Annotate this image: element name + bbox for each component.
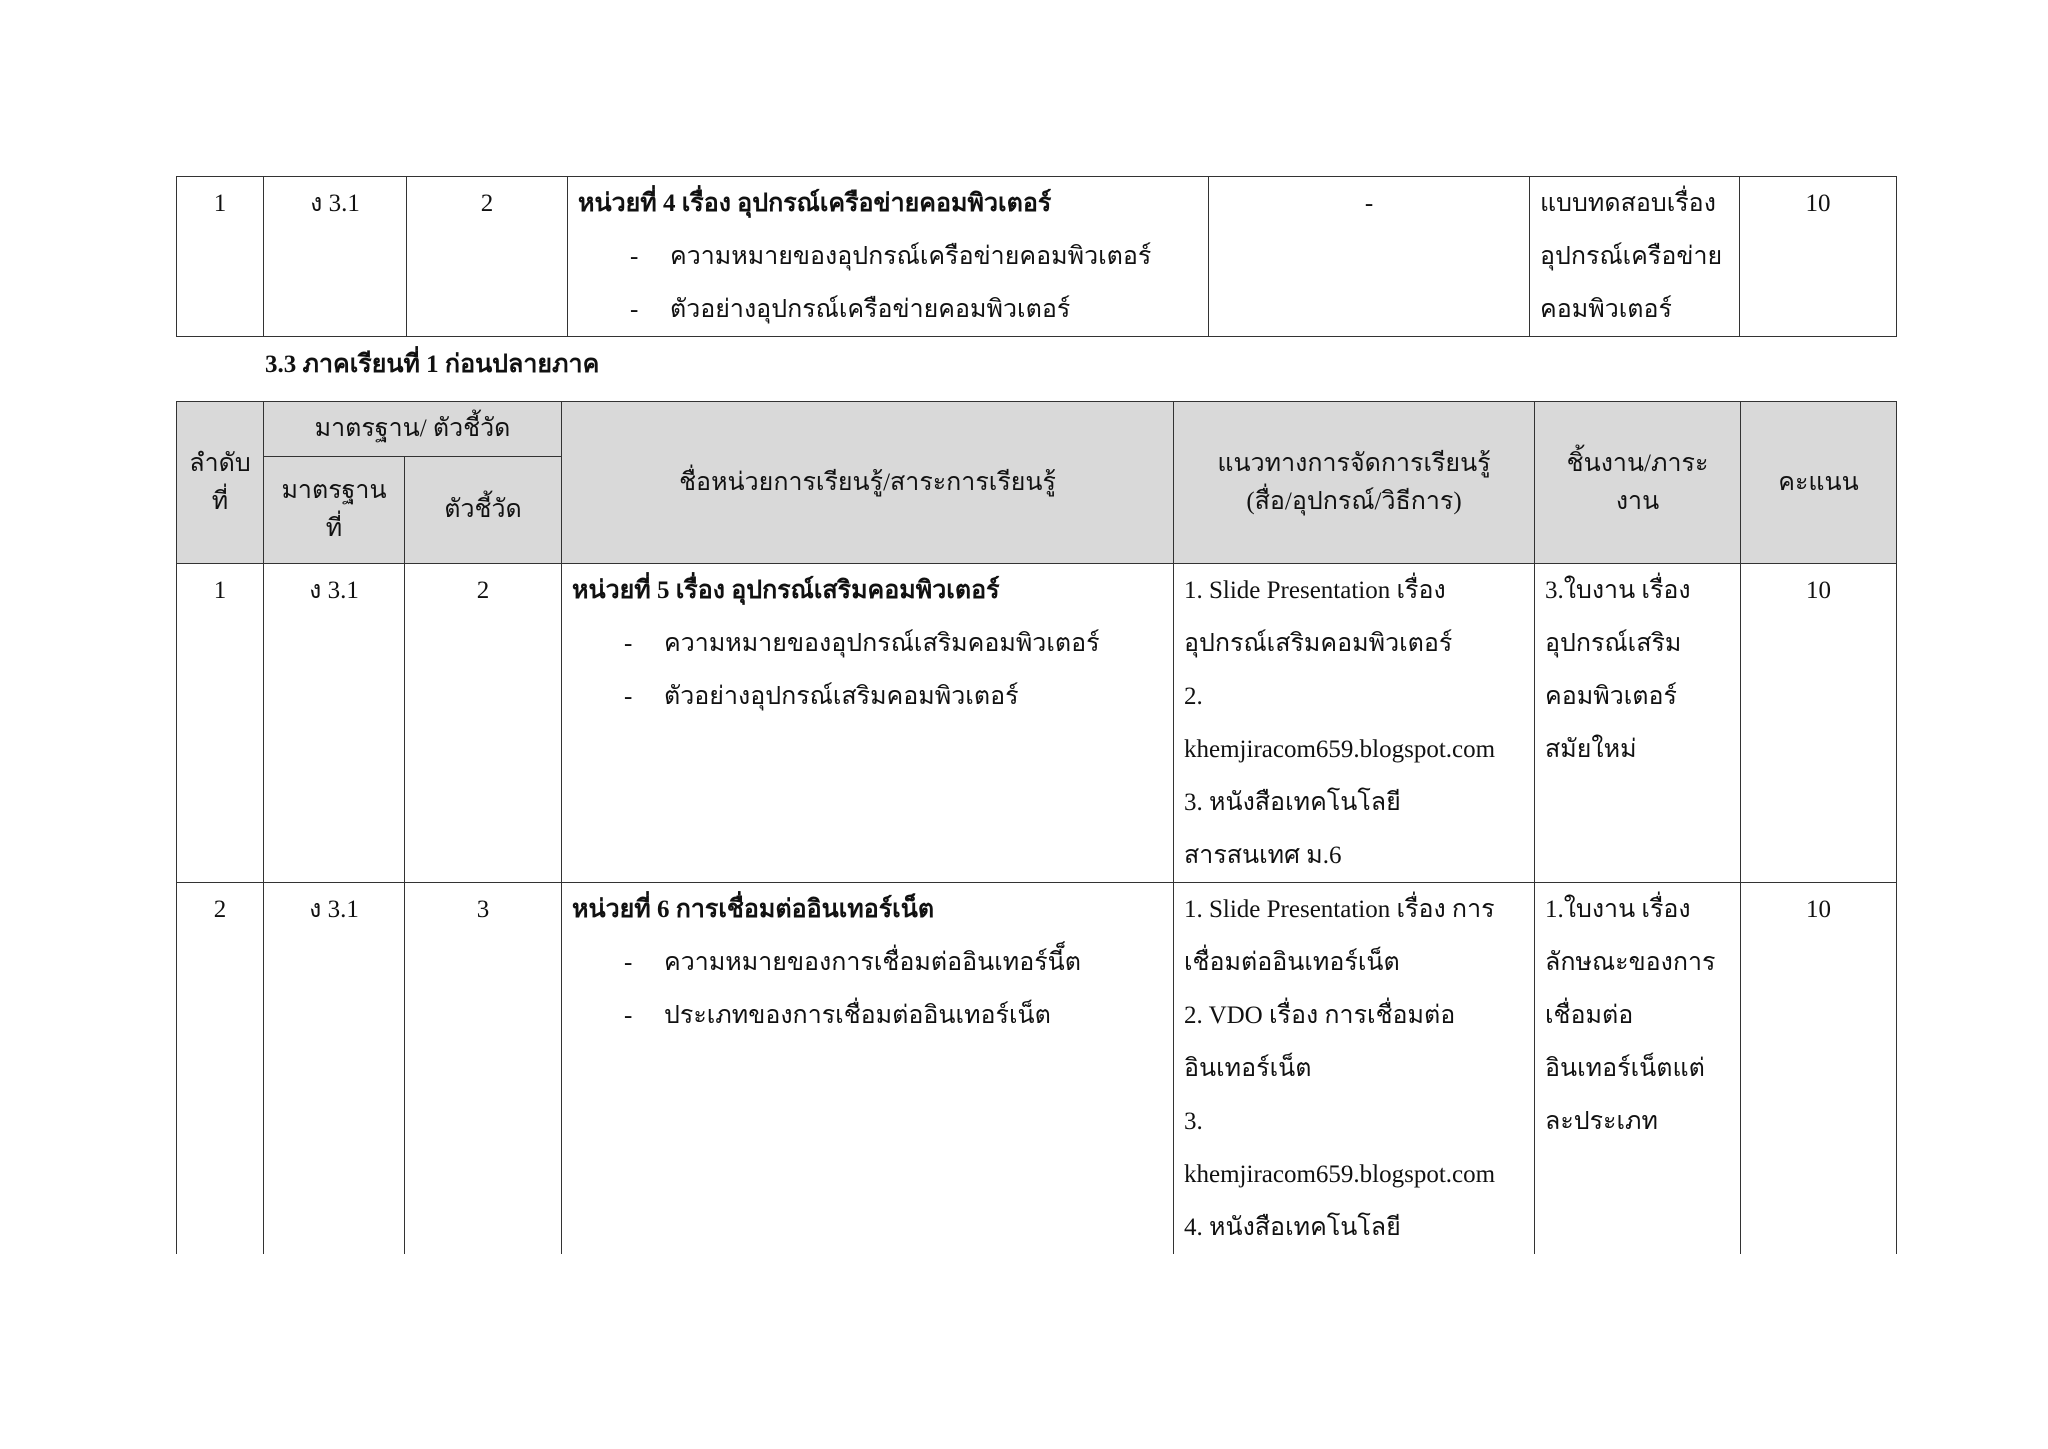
approach-line: 3.: [1184, 1108, 1203, 1135]
bullet-dash: -: [624, 683, 633, 710]
topic-item: [572, 670, 1163, 723]
table-row: [177, 883, 1897, 1255]
approach-line: เชื่อมต่ออินเทอร์เน็ต: [1184, 949, 1400, 976]
table-row: [177, 564, 1897, 883]
work-line: สมัยใหม่: [1545, 736, 1637, 763]
approach-line: 4. หนังสือเทคโนโลยี: [1184, 1214, 1401, 1241]
approach-line: 3. หนังสือเทคโนโลยี: [1184, 789, 1401, 816]
bullet-dash: -: [624, 949, 633, 976]
topic-item: [572, 936, 1163, 989]
work-line: 3.ใบงาน เรื่อง: [1545, 577, 1691, 604]
work-line: คอมพิวเตอร์: [1545, 683, 1677, 710]
topic-item: [572, 989, 1163, 1042]
approach-line: 2.: [1184, 683, 1203, 710]
header-score: คะแนน: [1741, 402, 1897, 564]
curriculum-table: [176, 401, 1897, 1254]
row-number: 1: [177, 564, 264, 883]
header-line: ลำดับ: [189, 449, 251, 477]
work-line: เชื่อมต่อ: [1545, 1002, 1634, 1029]
header-order: [177, 402, 264, 564]
row-number: 1: [177, 177, 264, 337]
row-number: 2: [177, 883, 264, 1255]
approach-line: 1. Slide Presentation เรื่อง การ: [1184, 896, 1495, 923]
unit-cell: [562, 883, 1174, 1255]
approach-cell: -: [1209, 177, 1530, 337]
unit-title: หน่วยที่ 4 เรื่อง อุปกรณ์เครือข่ายคอมพิวเตอร์: [578, 190, 1052, 217]
unit-cell: [562, 564, 1174, 883]
work-line: อุปกรณ์เสริม: [1545, 630, 1682, 657]
approach-line: 2. VDO เรื่อง การเชื่อมต่อ: [1184, 1002, 1456, 1029]
standard-code: ง 3.1: [264, 883, 405, 1255]
header-line: แนวทางการจัดการเรียนรู้: [1217, 449, 1491, 477]
indicator-number: 2: [407, 177, 568, 337]
bullet-dash: -: [624, 630, 633, 657]
header-standard-group: มาตรฐาน/ ตัวชี้วัด: [264, 402, 562, 457]
header-line: มาตรฐาน: [281, 477, 387, 504]
work-cell: [1530, 177, 1740, 337]
work-line: คอมพิวเตอร์: [1540, 296, 1672, 323]
work-line: ลักษณะของการ: [1545, 949, 1716, 976]
score-cell: 10: [1740, 177, 1897, 337]
section-heading: 3.3 ภาคเรียนที่ 1 ก่อนปลายภาค: [265, 351, 600, 378]
standard-code: ง 3.1: [264, 564, 405, 883]
work-line: อุปกรณ์เครือข่าย: [1540, 243, 1723, 270]
approach-line: สารสนเทศ ม.6: [1184, 842, 1342, 869]
bullet-dash: -: [630, 296, 639, 323]
header-row: [177, 402, 1897, 457]
work-line: ละประเภท: [1545, 1108, 1658, 1135]
topic-text: ตัวอย่างอุปกรณ์เสริมคอมพิวเตอร์: [664, 683, 1019, 710]
topic-text: ตัวอย่างอุปกรณ์เครือข่ายคอมพิวเตอร์: [670, 296, 1071, 323]
work-line: แบบทดสอบเรื่อง: [1540, 190, 1716, 217]
approach-cell: [1174, 564, 1535, 883]
approach-line: khemjiracom659.blogspot.com: [1184, 736, 1496, 763]
work-line: 1.ใบงาน เรื่อง: [1545, 896, 1691, 923]
approach-line: khemjiracom659.blogspot.com: [1184, 1161, 1496, 1188]
header-line: (สื่อ/อุปกรณ์/วิธีการ): [1246, 487, 1462, 515]
topic-text: ประเภทของการเชื่อมต่ออินเทอร์เน็ต: [664, 1002, 1051, 1029]
header-line: ที่: [325, 515, 343, 542]
header-indicator: ตัวชี้วัด: [405, 457, 562, 564]
standard-code: ง 3.1: [264, 177, 407, 337]
topic-item: [572, 617, 1163, 670]
approach-line: 1. Slide Presentation เรื่อง: [1184, 577, 1446, 604]
header-standard: [264, 457, 405, 564]
work-cell: [1535, 564, 1741, 883]
unit-cell: [568, 177, 1209, 337]
topic-text: ความหมายของอุปกรณ์เครือข่ายคอมพิวเตอร์: [670, 243, 1152, 270]
score-cell: 10: [1741, 883, 1897, 1255]
table-row: [177, 177, 1897, 337]
topic-item: [578, 283, 1198, 336]
previous-unit-table: [176, 176, 1897, 337]
header-work: ชิ้นงาน/ภาระงาน: [1535, 402, 1741, 564]
approach-line: อุปกรณ์เสริมคอมพิวเตอร์: [1184, 630, 1453, 657]
header-approach: [1174, 402, 1535, 564]
topic-text: ความหมายของอุปกรณ์เสริมคอมพิวเตอร์: [664, 630, 1100, 657]
score-cell: 10: [1741, 564, 1897, 883]
topic-text: ความหมายของการเชื่อมต่ออินเทอร์นี็ต: [664, 949, 1082, 976]
indicator-number: 3: [405, 883, 562, 1255]
unit-title: หน่วยที่ 5 เรื่อง อุปกรณ์เสริมคอมพิวเตอร์: [572, 577, 1000, 604]
approach-cell: [1174, 883, 1535, 1255]
header-unit: ชื่อหน่วยการเรียนรู้/สาระการเรียนรู้: [562, 402, 1174, 564]
indicator-number: 2: [405, 564, 562, 883]
work-line: อินเทอร์เน็ตแต่: [1545, 1055, 1705, 1082]
topic-item: [578, 230, 1198, 283]
unit-title: หน่วยที่ 6 การเชื่อมต่ออินเทอร์เน็ต: [572, 896, 935, 923]
work-cell: [1535, 883, 1741, 1255]
bullet-dash: -: [630, 243, 639, 270]
approach-line: อินเทอร์เน็ต: [1184, 1055, 1312, 1082]
header-line: ที่: [211, 487, 229, 515]
bullet-dash: -: [624, 1002, 633, 1029]
